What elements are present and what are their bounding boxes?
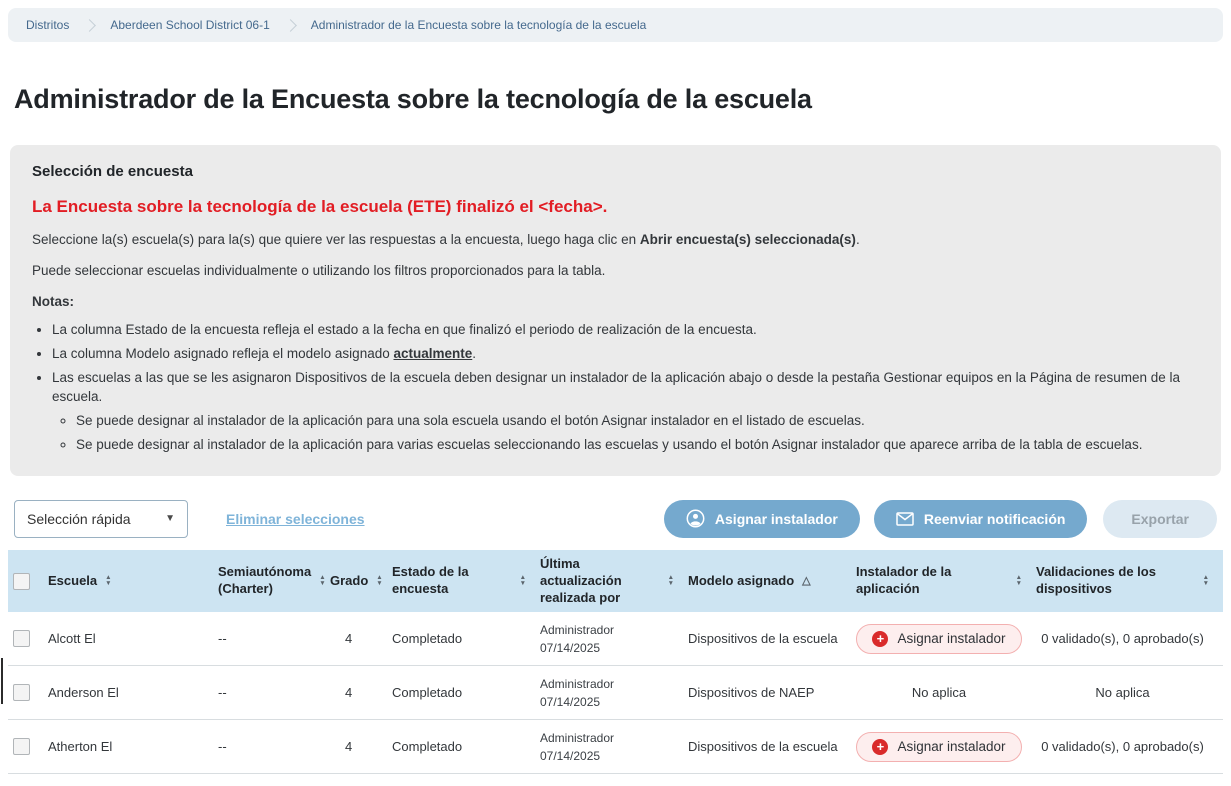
installer-cell — [856, 724, 1036, 770]
column-label: Estado de la encuesta — [392, 564, 469, 597]
updated-date: 07/14/2025 — [540, 694, 601, 709]
charter-cell: -- — [218, 739, 227, 755]
grade-cell: 4 — [345, 631, 353, 647]
row-assign-installer-button[interactable] — [856, 624, 1021, 654]
updated-date: 07/14/2025 — [540, 748, 601, 763]
breadcrumb-item-distritos[interactable]: Distritos — [26, 18, 70, 32]
charter-cell: -- — [218, 685, 227, 701]
row-assign-installer-label: Asignar instalador — [897, 631, 1006, 647]
validations-cell: No aplica — [1095, 685, 1150, 701]
up-down-arrows-icon[interactable]: ▲ ▼ — [319, 573, 326, 588]
up-down-arrows-icon[interactable]: ▲ ▼ — [105, 573, 112, 588]
export-button[interactable] — [1103, 500, 1217, 538]
instruction-bold-text: Abrir encuesta(s) seleccionada(s) — [639, 231, 856, 247]
grade-cell: 4 — [345, 685, 353, 701]
validations-cell: 0 validado(s), 0 aprobado(s) — [1041, 631, 1204, 647]
chevron-right-icon — [83, 19, 96, 32]
column-header-ultima-actualizacion[interactable] — [540, 550, 688, 613]
select-all-checkbox[interactable] — [13, 573, 30, 590]
note-text: La columna Modelo asignado refleja el modelo asignado — [52, 346, 394, 362]
installer-cell: No aplica — [911, 685, 967, 701]
updated-by: Administrador — [540, 676, 615, 691]
breadcrumb-item-current: Administrador de la Encuesta sobre la tecnología de la escuela — [310, 18, 647, 32]
column-header-escuela[interactable] — [48, 567, 218, 596]
table-toolbar — [14, 500, 1217, 538]
school-name-cell: Anderson El — [48, 685, 119, 701]
row-checkbox[interactable] — [13, 738, 30, 755]
up-down-arrows-icon[interactable]: ▲ ▼ — [376, 573, 383, 588]
updated-date: 07/14/2025 — [540, 640, 601, 655]
export-label: Exportar — [1131, 510, 1189, 527]
installer-cell — [856, 616, 1036, 662]
row-checkbox[interactable] — [13, 684, 30, 701]
table-row — [8, 612, 1223, 666]
assigned-model-cell: Dispositivos de NAEP — [688, 685, 815, 701]
updated-by: Administrador — [540, 622, 615, 637]
table-header-row — [8, 550, 1223, 613]
note-emphasis-text: actualmente — [393, 346, 473, 362]
last-updated-cell — [540, 667, 688, 719]
breadcrumb — [8, 8, 1223, 42]
envelope-icon — [896, 512, 914, 526]
note-item: • La columna Estado de la encuesta refleja el estado a la fecha en que finalizó el periodo de realización de la encuesta. — [52, 321, 1199, 340]
instruction-paragraph-2: Puede seleccionar escuelas individualmente o utilizando los filtros proporcionados para la tabla. — [32, 262, 606, 278]
charter-cell: -- — [218, 631, 227, 647]
user-circle-icon — [686, 509, 705, 528]
survey-status-cell: Completado — [392, 739, 463, 755]
column-label: Validaciones de los dispositivos — [1036, 564, 1156, 597]
grade-cell: 4 — [345, 739, 353, 755]
column-header-grado[interactable] — [330, 567, 392, 596]
row-assign-installer-button[interactable] — [856, 732, 1021, 762]
quick-selection-dropdown[interactable] — [14, 500, 188, 538]
text-cursor-artifact — [1, 658, 3, 704]
up-down-arrows-icon[interactable]: ▲ ▼ — [1015, 573, 1022, 588]
last-updated-cell — [540, 721, 688, 773]
updated-by: Administrador — [540, 730, 615, 745]
notes-sublist — [76, 412, 1199, 455]
column-header-instalador[interactable] — [856, 558, 1036, 604]
row-checkbox-cell — [8, 622, 48, 655]
note-item — [52, 369, 1199, 455]
column-label: Modelo asignado — [688, 572, 795, 588]
row-checkbox-cell — [8, 730, 48, 763]
row-checkbox[interactable] — [13, 630, 30, 647]
note-subitem: ◦ Se puede designar al instalador de la aplicación para una sola escuela usando el botón Asignar instalador en el listado de escuelas. — [76, 412, 1199, 431]
resend-notification-button[interactable] — [874, 500, 1088, 538]
column-header-validaciones[interactable] — [1036, 558, 1223, 604]
up-down-arrows-icon[interactable]: ▲ ▼ — [667, 573, 674, 588]
breadcrumb-item-district[interactable]: Aberdeen School District 06-1 — [110, 18, 270, 32]
up-down-arrows-icon[interactable]: ▲ ▼ — [1202, 573, 1209, 588]
assigned-model-cell: Dispositivos de la escuela — [688, 739, 838, 755]
survey-selection-panel — [10, 145, 1221, 476]
up-down-arrows-icon[interactable]: ▲ ▼ — [519, 573, 526, 588]
validations-cell: 0 validado(s), 0 aprobado(s) — [1041, 739, 1204, 755]
instruction-text: . — [855, 231, 860, 247]
instruction-paragraph-1 — [32, 231, 1199, 250]
plus-circle-icon: + — [872, 631, 888, 647]
table-row — [8, 666, 1223, 720]
column-header-charter[interactable] — [218, 558, 330, 604]
column-label: Grado — [330, 572, 369, 588]
page-title: Administrador de la Encuesta sobre la tecnología de la escuela — [14, 84, 812, 114]
resend-notification-label: Reenviar notificación — [923, 510, 1066, 527]
note-item — [52, 345, 1199, 364]
row-checkbox-cell — [8, 676, 48, 709]
note-text: . — [472, 346, 477, 362]
column-label: Instalador de la aplicación — [856, 564, 952, 597]
assign-installer-label: Asignar instalador — [714, 510, 838, 527]
table-row — [8, 720, 1223, 774]
notes-list — [52, 321, 1199, 454]
row-assign-installer-label: Asignar instalador — [897, 739, 1006, 755]
survey-status-cell: Completado — [392, 685, 463, 701]
school-name-cell: Alcott El — [48, 631, 96, 647]
assign-installer-button[interactable] — [664, 500, 860, 538]
quick-selection-label: Selección rápida — [27, 510, 131, 527]
chevron-right-icon — [284, 19, 297, 32]
chevron-down-icon: ▼ — [165, 513, 175, 525]
last-updated-cell — [540, 613, 688, 665]
column-label: Semiautónoma (Charter) — [218, 564, 312, 597]
column-header-modelo[interactable] — [688, 567, 856, 596]
column-label: Escuela — [48, 572, 98, 588]
survey-closed-alert: La Encuesta sobre la tecnología de la escuela (ETE) finalizó el <fecha>. — [32, 197, 608, 216]
clear-selections-link[interactable]: Eliminar selecciones — [226, 510, 365, 527]
note-subitem: ◦ Se puede designar al instalador de la aplicación para varias escuelas seleccionando las escuelas y usando el botón Asignar instalador que aparece arriba de la tabla de escuelas. — [76, 436, 1199, 455]
note-text: Las escuelas a las que se les asignaron Dispositivos de la escuela deben designar un instalador de la aplicación abajo o desde la pestaña Gestionar equipos en la Página de resumen de la escuela. — [52, 370, 1180, 405]
schools-table — [8, 550, 1223, 775]
triangle-up-outline-icon[interactable]: △ — [802, 575, 811, 587]
column-header-estado[interactable] — [392, 558, 540, 604]
column-label: Última actualización realizada por — [540, 555, 622, 605]
school-name-cell: Atherton El — [48, 739, 113, 755]
assigned-model-cell: Dispositivos de la escuela — [688, 631, 838, 647]
select-all-cell — [8, 567, 48, 596]
panel-heading: Selección de encuesta — [32, 163, 193, 180]
notes-label: Notas: — [32, 293, 75, 309]
instruction-text: Seleccione la(s) escuela(s) para la(s) que quiere ver las respuestas a la encuesta, luego haga clic en — [32, 231, 640, 247]
plus-circle-icon: + — [872, 739, 888, 755]
survey-status-cell: Completado — [392, 631, 463, 647]
